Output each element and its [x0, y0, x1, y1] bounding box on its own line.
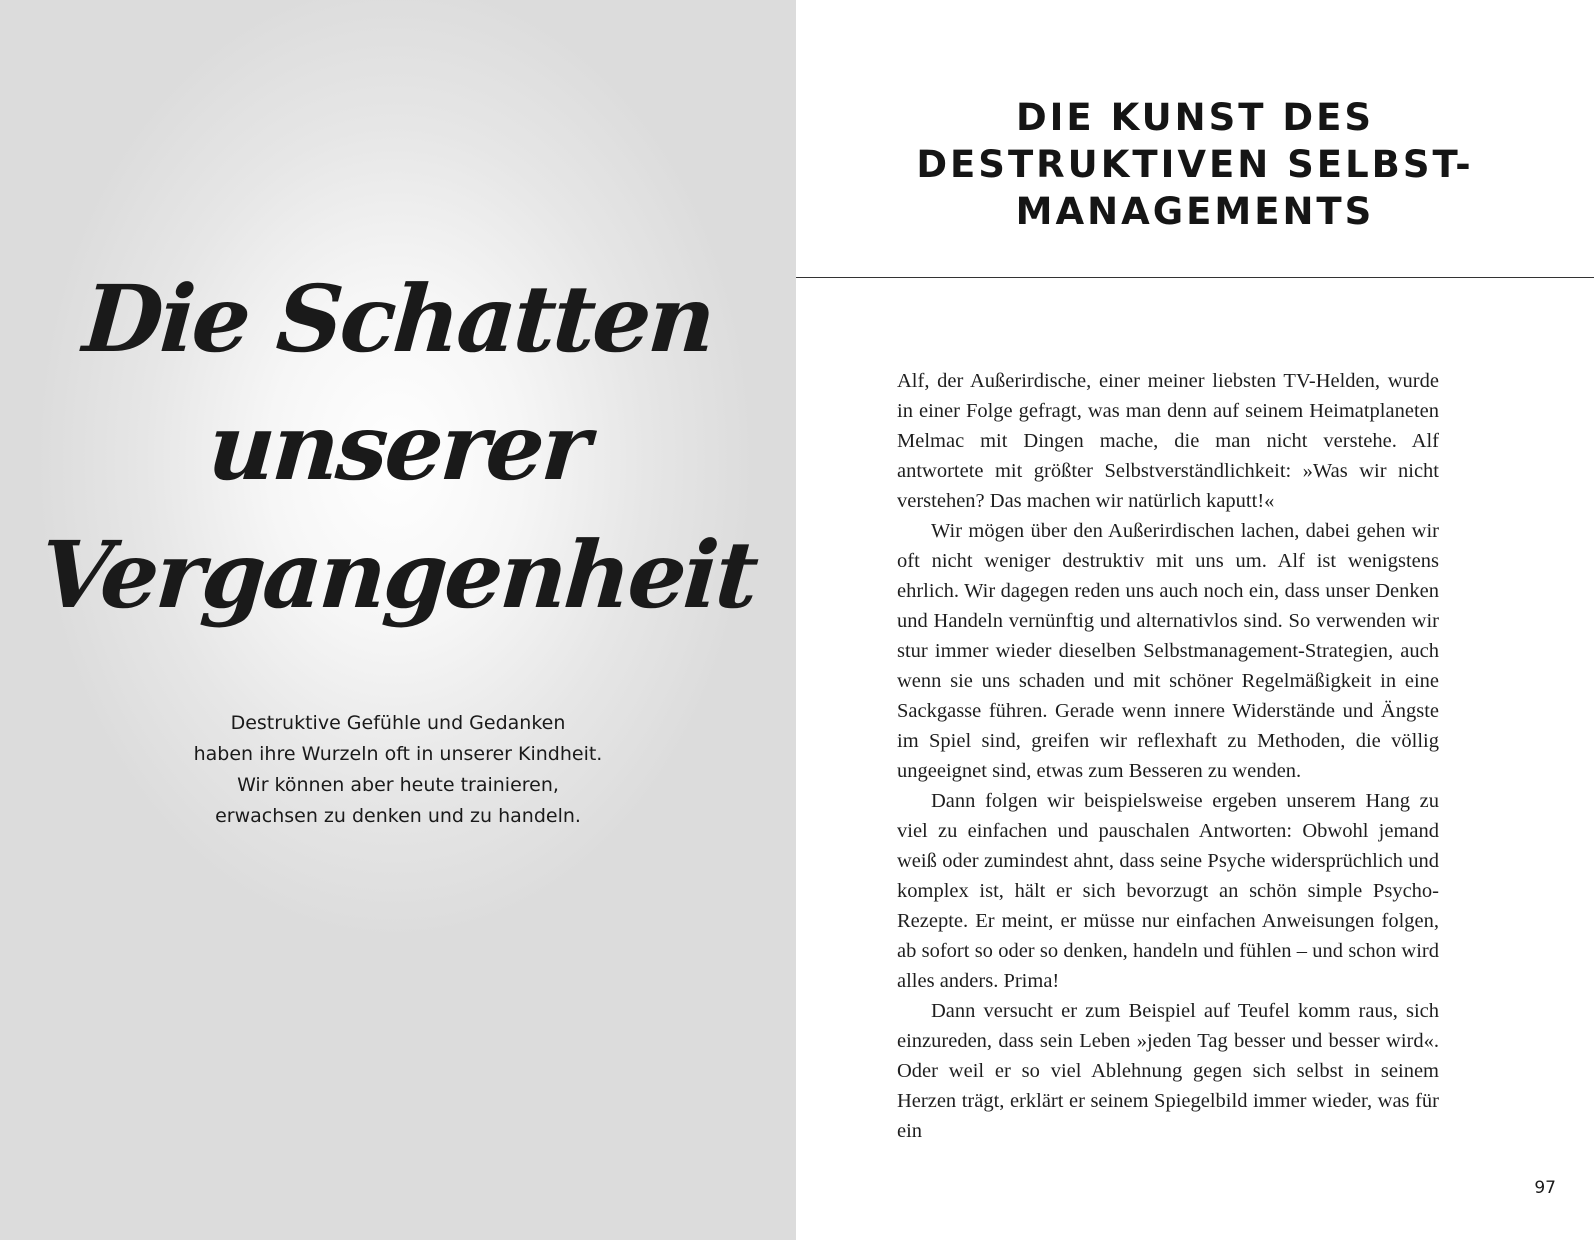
body-paragraph-4: Dann versucht er zum Beispiel auf Teufel komm raus, sich einzureden, dass sein Leben »jeden Tag besser und besser wird«. Oder weil er so viel Ablehnung gegen sich selbst in seinem Herzen trägt, erklärt er seinem Spiegelbild immer wieder, was für ein: [897, 1000, 1439, 1142]
body-text: [897, 366, 1439, 1146]
right-page: [796, 0, 1594, 1240]
section-heading-line-2: DESTRUKTIVEN SELBST-: [916, 143, 1474, 186]
section-heading: [796, 94, 1594, 235]
chapter-intro-line-3: Wir können aber heute trainieren,: [237, 774, 559, 796]
body-paragraph-1: Alf, der Außerirdische, einer meiner liebsten TV-Helden, wurde in einer Folge gefragt, was man denn auf seinem Heimatplaneten Melmac mit Dingen mache, die man nicht verstehe. Alf antwortete mit größter Selbstverständlichkeit: »Was wir nicht verstehen? Das machen wir natürlich kaputt!«: [897, 370, 1439, 512]
chapter-title-line-2: unserer: [204, 393, 592, 501]
chapter-title-line-3: Vergangenheit: [37, 521, 759, 629]
chapter-intro-line-4: erwachsen zu denken und zu handeln.: [215, 805, 581, 827]
chapter-intro-line-1: Destruktive Gefühle und Gedanken: [230, 712, 566, 734]
section-heading-line-1: DIE KUNST DES: [1015, 96, 1375, 139]
section-heading-line-3: MANAGEMENTS: [1015, 190, 1375, 233]
page-number: 97: [1534, 1178, 1556, 1198]
body-paragraph-3: Dann folgen wir beispielsweise ergeben unserem Hang zu viel zu einfachen und pauschalen Antworten: Obwohl jemand weiß oder zumindest ahnt, dass seine Psyche widersprüchlich und komplex ist, hält er sich bevorzugt an schön simple Psycho-Rezepte. Er meint, er müsse nur einfachen Anweisungen folgen, ab sofort so oder so denken, handeln und fühlen – und schon wird alles anders. Prima!: [897, 790, 1439, 992]
chapter-title-line-1: Die Schatten: [79, 265, 717, 373]
chapter-intro: [0, 708, 796, 832]
body-paragraph-2: Wir mögen über den Außerirdischen lachen, dabei gehen wir oft nicht weniger destruktiv mit uns um. Alf ist wenigstens ehrlich. Wir dagegen reden uns auch noch ein, dass unser Denken und Handeln vernünftig und alternativlos sind. So verwenden wir stur immer wieder dieselben Selbstmanagement-Strategien, auch wenn sie uns schaden und mit schöner Regelmäßigkeit in eine Sackgasse führen. Gerade wenn innere Widerstände und Ängste im Spiel sind, greifen wir reflexhaft zu Methoden, die völlig ungeeignet sind, etwas zum Besseren zu wenden.: [897, 520, 1439, 782]
chapter-intro-line-2: haben ihre Wurzeln oft in unserer Kindheit.: [193, 743, 603, 765]
heading-divider: [796, 277, 1594, 278]
chapter-title: [0, 255, 796, 639]
left-page: [0, 0, 796, 1240]
